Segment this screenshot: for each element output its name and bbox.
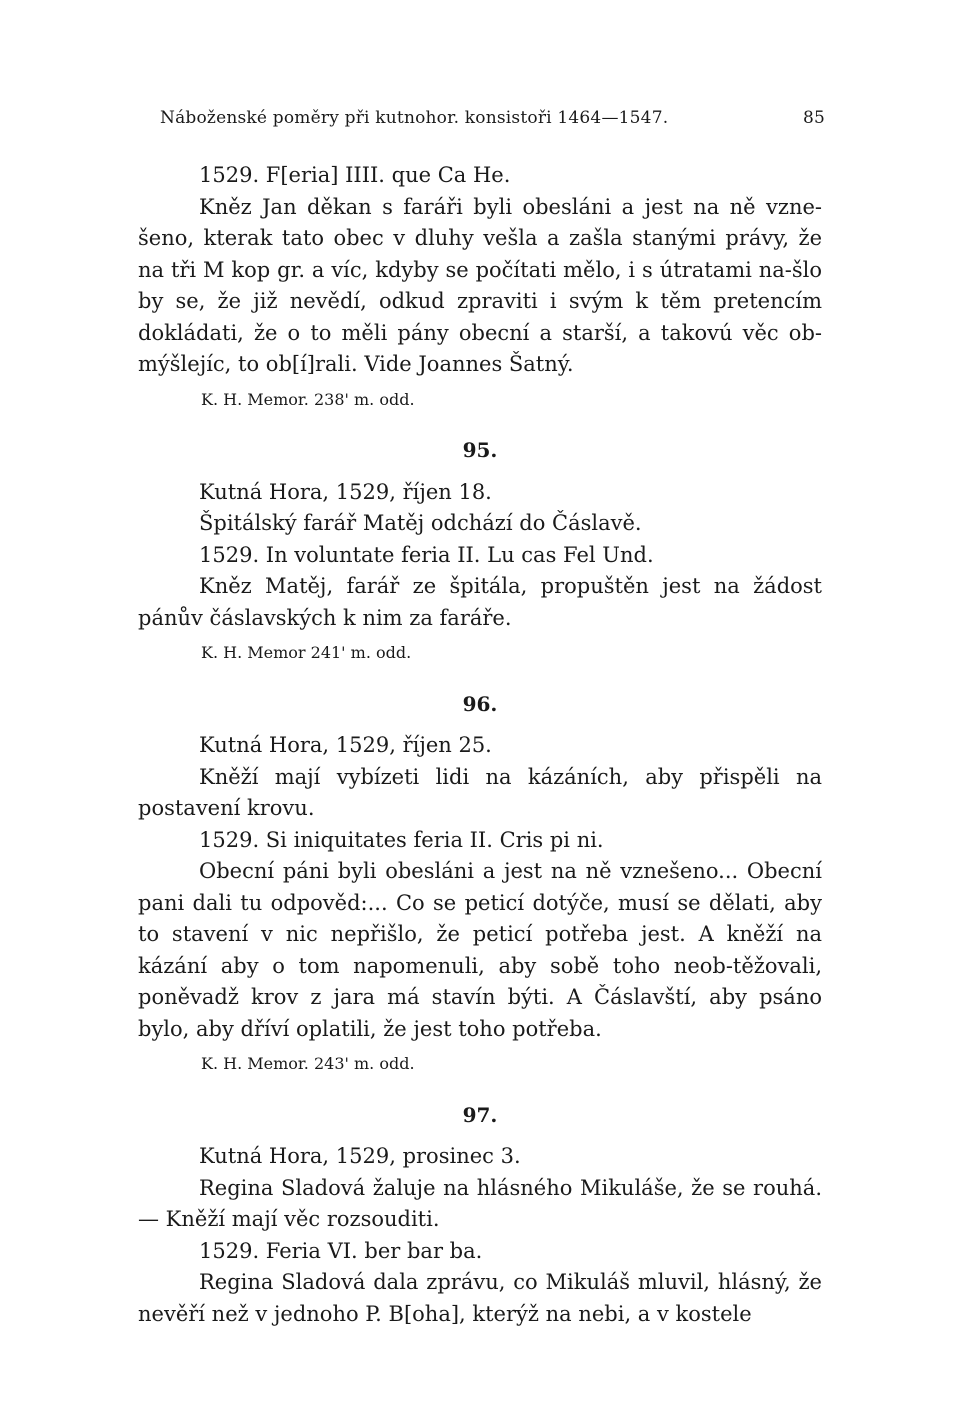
entry-97-summary: Regina Sladová žaluje na hlásného Mikuláše, že se rouhá. — Kněží mají věc rozsouditi. xyxy=(138,1175,822,1231)
entry-97-date-line: 1529. Feria VI. ber bar ba. xyxy=(199,1238,483,1263)
entry-95-body: Kněz Matěj, farář ze špitála, propuštěn jest na žádost pánův čáslavských k nim za faráře. xyxy=(138,574,822,630)
header-title: Náboženské poměry při kutnohor. konsistoři 1464—1547. xyxy=(160,108,669,128)
entry-96-number: 96. xyxy=(462,691,498,716)
entry-96-body: Obecní páni byli obesláni a jest na ně vznešeno... Obecní pani dali tu odpověd:... Co se peticí dotýče, musí se dělati, aby to stavení v nic nepřišlo, že peticí potřeba jest. A kněží na kázání aby o tom napomenuli, aby sobě toho neob-těžovali, poněvadž krov z jara má stavín býti. A Čáslavští, aby psáno bylo, aby dříví oplatili, že jest toho potřeba. xyxy=(138,859,822,1041)
entry-95-summary: Špitálský farář Matěj odchází do Čáslavě. xyxy=(199,511,642,535)
entry-94-source: K. H. Memor. 238' m. odd. xyxy=(201,389,415,409)
page-content xyxy=(138,160,822,1330)
entry-95-number: 95. xyxy=(462,438,498,462)
entry-96-source: K. H. Memor. 243' m. odd. xyxy=(201,1054,415,1073)
entry-94-body: Kněz Jan děkan s faráři byli obesláni a jest na ně vzne-šeno, kterak tato obec v dluhy vešla a zašla stanými právy, že na tři M kop gr. a víc, kdyby se počítati mělo, i s útratami na-šlo by se, že již nevědí, odkud zpraviti i svým k těm pretencím dokládati, že o to měli pány obecní a starší, a takovú věc ob-mýšlejíc, to ob[í]rali. Vide Joannes Šatný. xyxy=(138,194,822,376)
entry-97-number: 97. xyxy=(462,1102,498,1127)
entry-96-date-line: 1529. Si iniquitates feria II. Cris pi ni. xyxy=(199,827,604,852)
entry-95-place-date: Kutná Hora, 1529, říjen 18. xyxy=(199,479,492,504)
running-header xyxy=(160,108,825,128)
entry-96-place-date: Kutná Hora, 1529, říjen 25. xyxy=(199,733,492,757)
entry-97-place-date: Kutná Hora, 1529, prosinec 3. xyxy=(199,1144,521,1168)
entry-96-summary: Kněží mají vybízeti lidi na kázáních, aby přispěli na postavení krovu. xyxy=(138,764,822,820)
entry-94-date-line: 1529. F[eria] IIII. que Ca He. xyxy=(199,163,511,187)
entry-95-source: K. H. Memor 241' m. odd. xyxy=(201,643,412,662)
entry-95-date-line: 1529. In voluntate feria II. Lu cas Fel Und. xyxy=(199,542,654,567)
entry-97-body: Regina Sladová dala zprávu, co Mikuláš mluvil, hlásný, že nevěří než v jednoho P. B[oha], kterýž na nebi, a v kostele xyxy=(138,1270,822,1326)
page-number: 85 xyxy=(802,108,825,128)
